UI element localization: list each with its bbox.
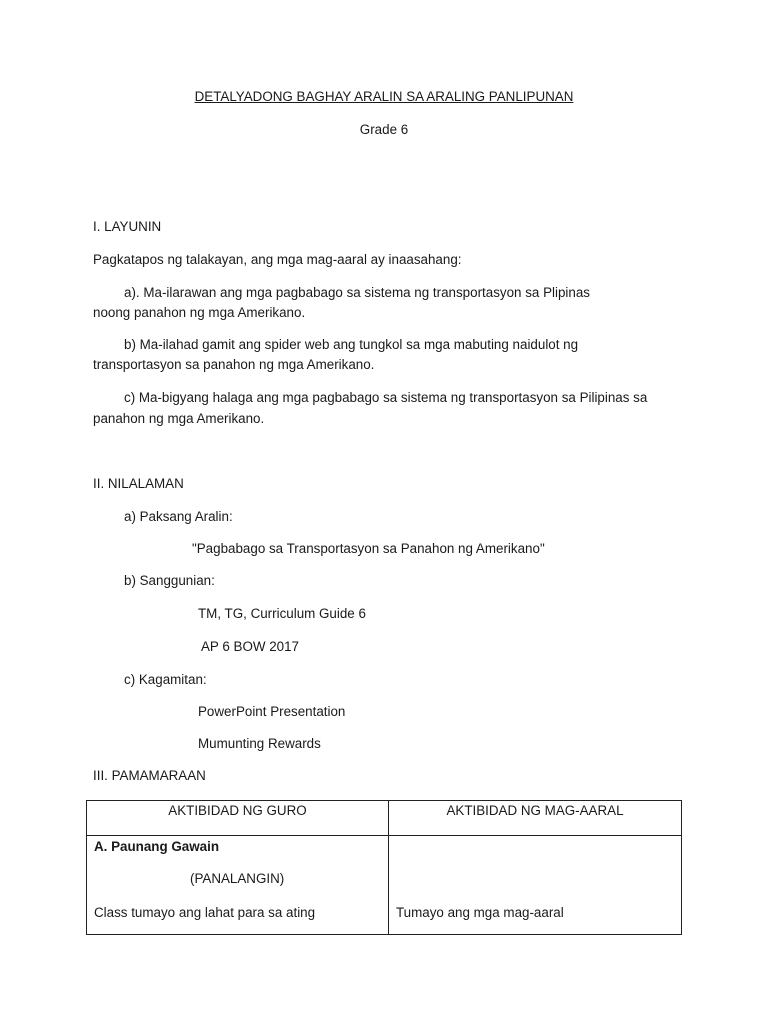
kagamitan-item: Mumunting Rewards xyxy=(198,736,321,751)
procedure-table xyxy=(86,800,682,935)
sanggunian-label: b) Sanggunian: xyxy=(124,573,215,588)
section-heading-nilalaman: II. NILALAMAN xyxy=(93,476,184,491)
paksa-value: "Pagbabago sa Transportasyon sa Panahon ng Amerikano" xyxy=(192,541,545,556)
panalangin-label: (PANALANGIN) xyxy=(190,871,285,886)
objective-b-line1: b) Ma-ilahad gamit ang spider web ang tungkol sa mga mabuting naidulot ng xyxy=(124,337,579,352)
table-row xyxy=(87,836,682,935)
kagamitan-item: PowerPoint Presentation xyxy=(198,704,346,719)
objective-c-line1: c) Ma-bigyang halaga ang mga pagbabago sa sistema ng transportasyon sa Pilipinas sa xyxy=(124,390,648,405)
sanggunian-item: AP 6 BOW 2017 xyxy=(201,639,300,654)
section-heading-layunin: I. LAYUNIN xyxy=(93,219,162,234)
col-header-teacher: AKTIBIDAD NG GURO xyxy=(87,801,389,836)
student-activity-text: Tumayo ang mga mag-aaral xyxy=(396,905,564,920)
objective-b-line2: transportasyon sa panahon ng mga Amerikano. xyxy=(93,357,375,372)
subheading-paunang-gawain: A. Paunang Gawain xyxy=(94,839,220,854)
objective-c-line2: panahon ng mga Amerikano. xyxy=(93,411,265,426)
kagamitan-label: c) Kagamitan: xyxy=(124,672,207,687)
grade-level: Grade 6 xyxy=(359,122,409,137)
objective-a-line1: a). Ma-ilarawan ang mga pagbabago sa sistema ng transportasyon sa Plipinas xyxy=(124,285,590,300)
table-header-row xyxy=(87,801,682,836)
student-cell xyxy=(389,836,682,935)
document-title: DETALYADONG BAGHAY ARALIN SA ARALING PANLIPUNAN xyxy=(194,89,574,104)
paksa-label: a) Paksang Aralin: xyxy=(124,509,233,524)
objective-a-line2: noong panahon ng mga Amerikano. xyxy=(93,305,306,320)
teacher-activity-text: Class tumayo ang lahat para sa ating xyxy=(94,905,316,920)
teacher-cell xyxy=(87,836,389,935)
sanggunian-item: TM, TG, Curriculum Guide 6 xyxy=(198,606,366,621)
objectives-intro: Pagkatapos ng talakayan, ang mga mag-aaral ay inaasahang: xyxy=(93,252,462,267)
col-header-student: AKTIBIDAD NG MAG-AARAL xyxy=(389,801,682,836)
section-heading-pamamaraan: III. PAMAMARAAN xyxy=(93,768,206,783)
